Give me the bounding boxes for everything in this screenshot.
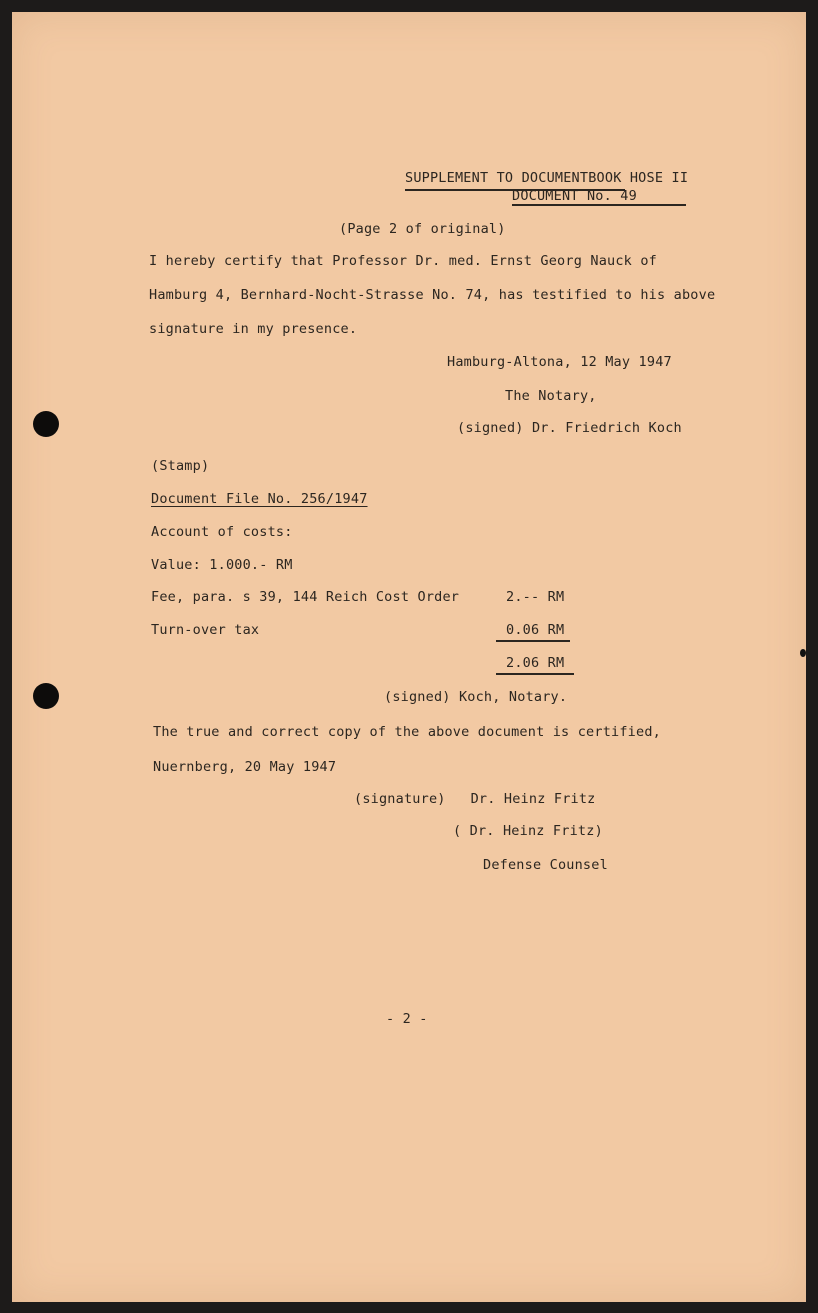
signature-line: (signature) Dr. Heinz Fritz (354, 791, 596, 807)
copy-place-date: Nuernberg, 20 May 1947 (153, 759, 337, 775)
header-underline-2 (512, 204, 686, 206)
costs-value: Value: 1.000.- RM (151, 557, 293, 573)
page-of-original: (Page 2 of original) (339, 221, 506, 237)
tax-amount: 0.06 RM (506, 622, 565, 638)
document-file-number: Document File No. 256/1947 (151, 491, 368, 507)
koch-signed: (signed) Koch, Notary. (384, 689, 568, 705)
counsel-name: ( Dr. Heinz Fritz) (453, 823, 603, 839)
tax-label: Turn-over tax (151, 622, 260, 638)
certification-line-1: I hereby certify that Professor Dr. med. Ernst Georg Nauck of (149, 253, 657, 269)
tax-underline (496, 640, 570, 642)
header-title: SUPPLEMENT TO DOCUMENTBOOK HOSE II (405, 170, 689, 186)
notary-signed: (signed) Dr. Friedrich Koch (457, 420, 682, 436)
document-page (12, 12, 806, 1302)
stamp-note: (Stamp) (151, 458, 210, 474)
certification-line-2: Hamburg 4, Bernhard-Nocht-Strasse No. 74, has testified to his above (149, 287, 716, 303)
copy-certification-line: The true and correct copy of the above document is certified, (153, 724, 661, 740)
document-number: DOCUMENT No. 49 (512, 188, 637, 204)
counsel-role: Defense Counsel (483, 857, 608, 873)
certification-line-3: signature in my presence. (149, 321, 358, 337)
page-number: - 2 - (386, 1011, 428, 1027)
fee-amount: 2.-- RM (506, 589, 565, 605)
notary-title: The Notary, (505, 388, 597, 404)
fee-label: Fee, para. s 39, 144 Reich Cost Order (151, 589, 460, 605)
total-underline (496, 673, 574, 675)
notary-place-date: Hamburg-Altona, 12 May 1947 (447, 354, 672, 370)
punch-hole-upper (33, 411, 59, 437)
edge-mark (800, 649, 806, 657)
cost-total: 2.06 RM (506, 655, 565, 671)
punch-hole-lower (33, 683, 59, 709)
costs-heading: Account of costs: (151, 524, 293, 540)
